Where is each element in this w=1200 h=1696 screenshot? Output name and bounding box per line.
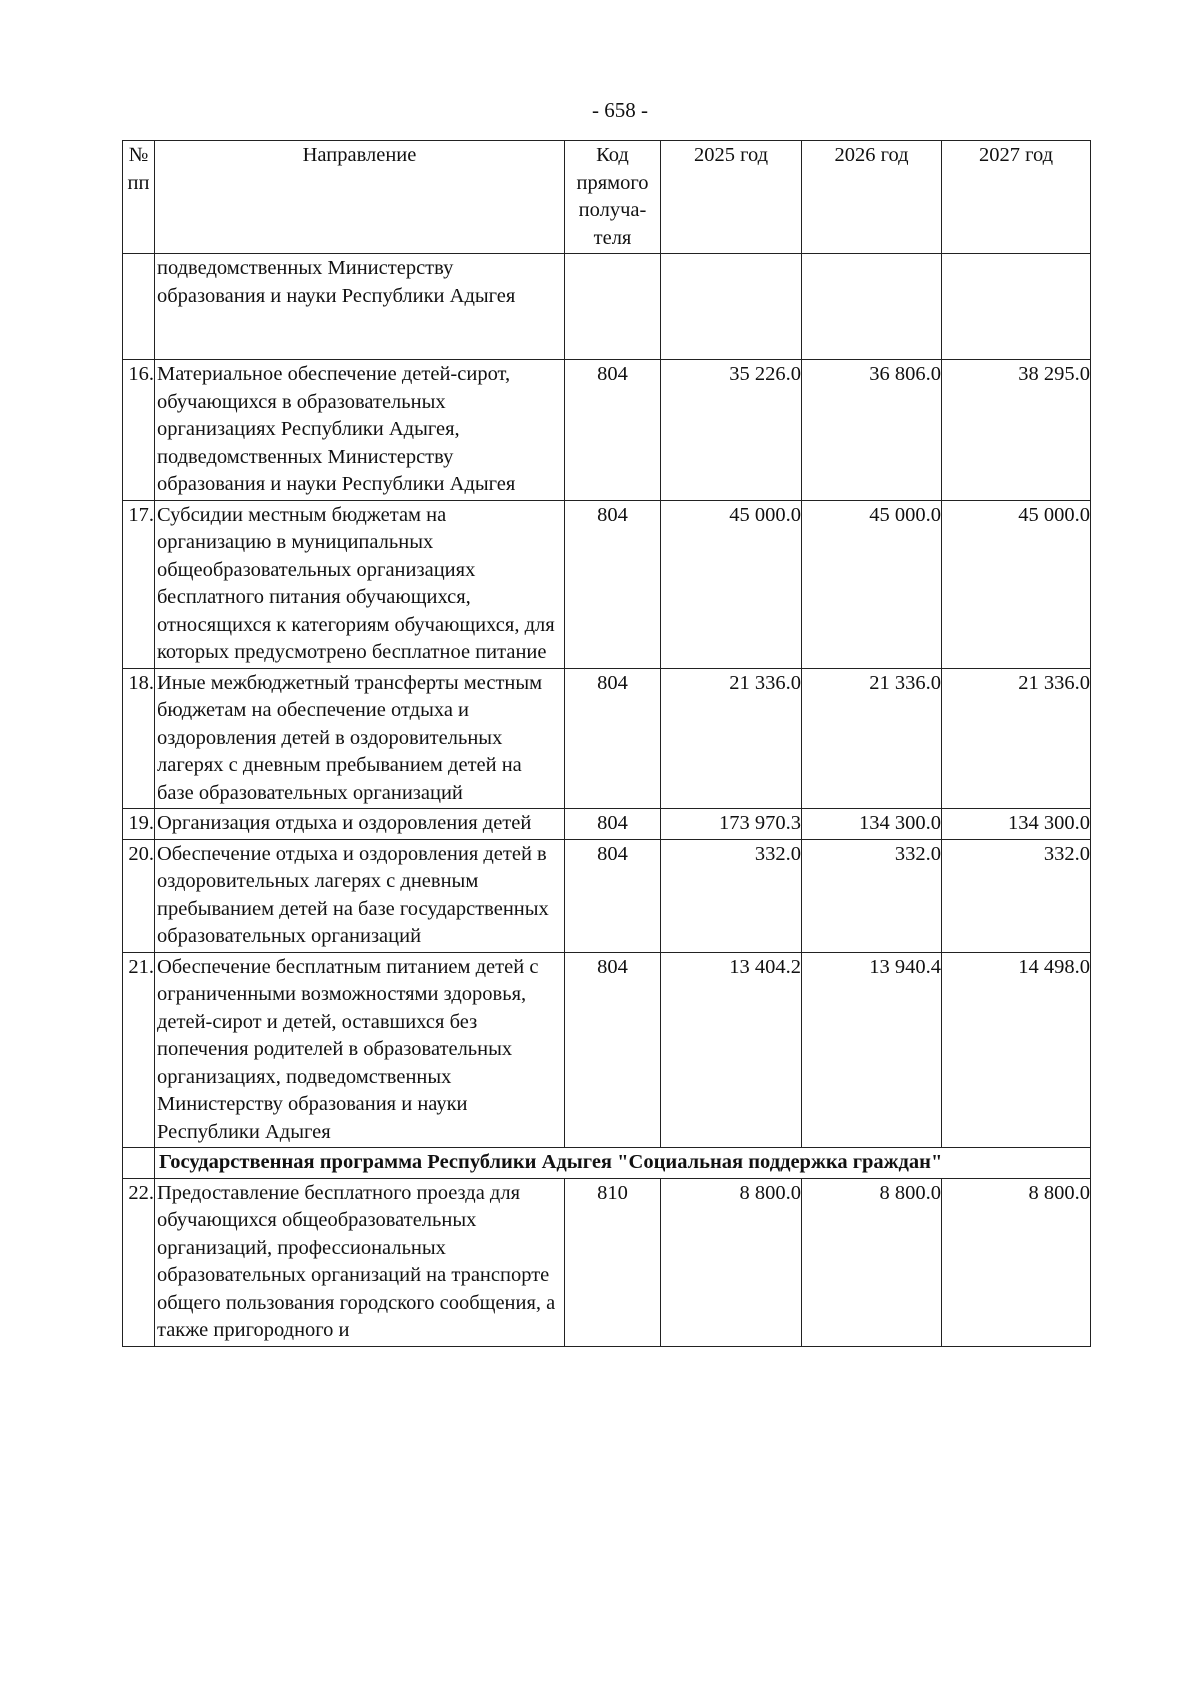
row-num: 17. — [123, 500, 155, 668]
header-2025: 2025 год — [661, 141, 802, 254]
row-code: 804 — [565, 809, 661, 840]
row-direction: Иные межбюджетный трансферты местным бюджетам на обеспечение отдыха и оздоровления детей в оздоровительных лагерях с дневным пребыванием детей на базе образовательных организаций — [155, 668, 565, 809]
row-2025: 35 226.0 — [661, 360, 802, 501]
row-num: 16. — [123, 360, 155, 501]
row-2026: 36 806.0 — [802, 360, 942, 501]
section-num-cell — [123, 1148, 155, 1179]
row-2027: 332.0 — [942, 839, 1091, 952]
row-code: 804 — [565, 952, 661, 1148]
table-row — [123, 668, 1091, 809]
row-2025: 21 336.0 — [661, 668, 802, 809]
header-code: Код прямого получа- теля — [565, 141, 661, 254]
budget-table — [122, 140, 1091, 1347]
row-code: 804 — [565, 500, 661, 668]
row-2027: 38 295.0 — [942, 360, 1091, 501]
row-direction: Обеспечение отдыха и оздоровления детей в оздоровительных лагерях с дневным пребыванием детей на базе государственных образовательных организаций — [155, 839, 565, 952]
row-2026: 13 940.4 — [802, 952, 942, 1148]
row-num — [123, 254, 155, 360]
row-direction: Предоставление бесплатного проезда для обучающихся общеобразовательных организаций, профессиональных образовательных организаций на транспорте общего пользования городского сообщения, а также пригородного и — [155, 1178, 565, 1346]
row-code: 810 — [565, 1178, 661, 1346]
row-2027: 45 000.0 — [942, 500, 1091, 668]
table-row — [123, 839, 1091, 952]
row-direction: Субсидии местным бюджетам на организацию в муниципальных общеобразовательных организациях бесплатного питания обучающихся, относящихся к категориям обучающихся, для которых предусмотрено бесплатное питание — [155, 500, 565, 668]
row-code — [565, 254, 661, 360]
row-direction: Организация отдыха и оздоровления детей — [155, 809, 565, 840]
header-direction: Направление — [155, 141, 565, 254]
row-2026: 332.0 — [802, 839, 942, 952]
row-code: 804 — [565, 839, 661, 952]
row-num: 20. — [123, 839, 155, 952]
row-2025: 13 404.2 — [661, 952, 802, 1148]
row-2026: 8 800.0 — [802, 1178, 942, 1346]
row-2026 — [802, 254, 942, 360]
table-row — [123, 952, 1091, 1148]
row-2027: 14 498.0 — [942, 952, 1091, 1148]
row-2027: 21 336.0 — [942, 668, 1091, 809]
row-2025: 8 800.0 — [661, 1178, 802, 1346]
header-num: № пп — [123, 141, 155, 254]
row-2027 — [942, 254, 1091, 360]
section-title: Государственная программа Республики Адыгея "Социальная поддержка граждан" — [155, 1148, 1091, 1179]
table-row — [123, 500, 1091, 668]
row-2027: 8 800.0 — [942, 1178, 1091, 1346]
table-row — [123, 809, 1091, 840]
row-2026: 45 000.0 — [802, 500, 942, 668]
row-num: 18. — [123, 668, 155, 809]
header-2027: 2027 год — [942, 141, 1091, 254]
row-num: 19. — [123, 809, 155, 840]
table-header-row — [123, 141, 1091, 254]
row-2025: 173 970.3 — [661, 809, 802, 840]
section-row — [123, 1148, 1091, 1179]
page-number: - 658 - — [592, 98, 648, 122]
row-2025: 45 000.0 — [661, 500, 802, 668]
row-direction: Материальное обеспечение детей-сирот, обучающихся в образовательных организациях Республики Адыгея, подведомственных Министерству образования и науки Республики Адыгея — [155, 360, 565, 501]
table-row — [123, 360, 1091, 501]
row-direction: подведомственных Министерству образования и науки Республики Адыгея — [155, 254, 565, 360]
row-2026: 21 336.0 — [802, 668, 942, 809]
row-2025 — [661, 254, 802, 360]
row-num: 21. — [123, 952, 155, 1148]
row-num: 22. — [123, 1178, 155, 1346]
row-2027: 134 300.0 — [942, 809, 1091, 840]
table-row — [123, 254, 1091, 360]
row-2025: 332.0 — [661, 839, 802, 952]
row-2026: 134 300.0 — [802, 809, 942, 840]
table-row — [123, 1178, 1091, 1346]
row-code: 804 — [565, 668, 661, 809]
row-code: 804 — [565, 360, 661, 501]
header-2026: 2026 год — [802, 141, 942, 254]
row-direction: Обеспечение бесплатным питанием детей с ограниченными возможностями здоровья, детей-сирот и детей, оставшихся без попечения родителей в образовательных организациях, подведомственных Министерству образования и науки Республики Адыгея — [155, 952, 565, 1148]
